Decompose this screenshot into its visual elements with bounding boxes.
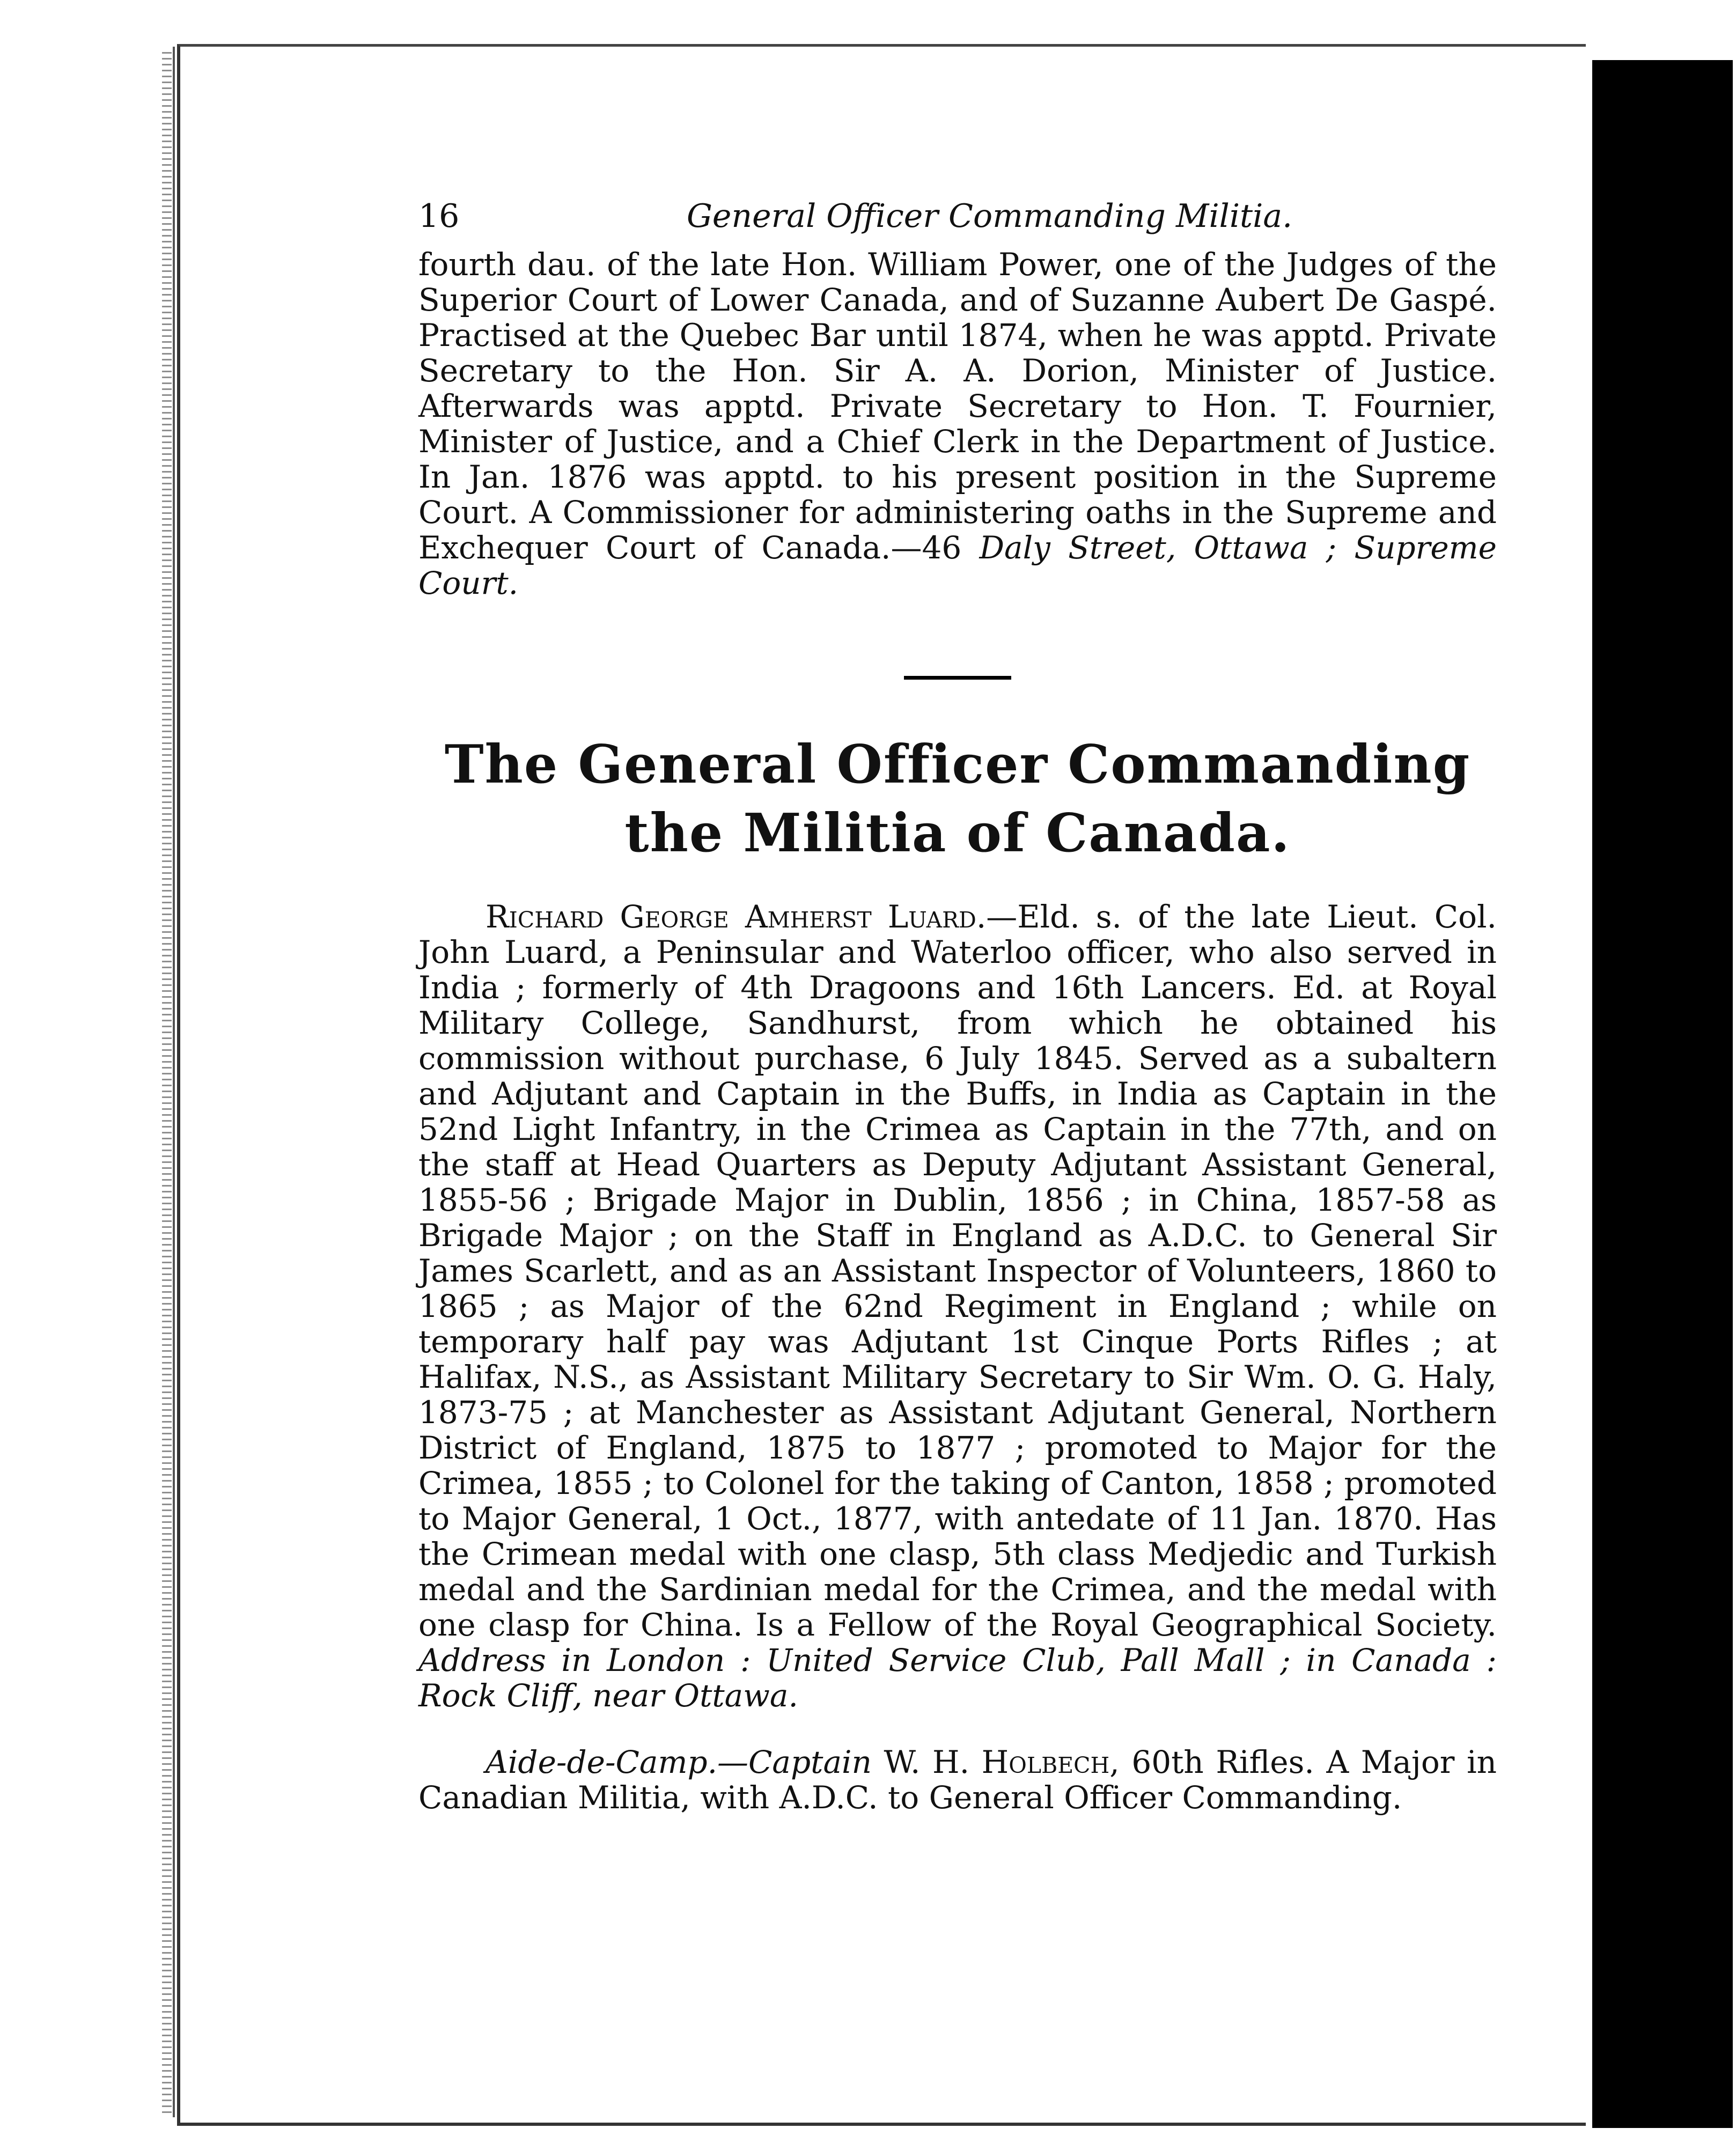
book-page [418,188,1497,1815]
aide-role: Aide-de-Camp.—Captain [486,1744,872,1780]
section-heading: The General Officer Commanding the Militia of Canada. [444,734,1471,864]
aide-entry [418,1744,1497,1815]
intro-paragraph [418,247,1497,601]
luard-body: .—Eld. s. of the late Lieut. Col. John Luard, a Peninsular and Waterloo officer, who also served in India ; formerly of 4th Dragoons and 16th Lancers. Ed. at Royal Military College, Sandhurst, from which he obtained his commission without purchase, 6 July 1845. Served as a subaltern and Adjutant and Captain in the Buffs, in India as Captain in the 52nd Light Infantry, in the Crimea as Captain in the 77th, and on the staff at Head Quarters as Deputy Adjutant Assistant General, 1855-56 ; Brigade Major in Dublin, 1856 ; in China, 1857-58 as Brigade Major ; on the Staff in England as A.D.C. to General Sir James Scarlett, and as an Assistant Inspector of Volunteers, 1860 to 1865 ; as Major of the 62nd Regiment in England ; while on temporary half pay was Adjutant 1st Cinque Ports Rifles ; at Halifax, N.S., as Assistant Military Secretary to Sir Wm. O. G. Haly, 1873-75 ; at Manchester as Assistant Adjutant General, Northern District of England, 1875 to 1877 ; promoted to Major for the Crimea, 1855 ; to Colonel for the taking of Canton, 1858 ; promoted to Major General, 1 Oct., 1877, with antedate of 11 Jan. 1870. Has the Crimean medal with one clasp, 5th class Medjedic and Turkish medal and the Sardinian medal for the Crimea, and the medal with one clasp for China. Is a Fellow of the Royal Geographical Society. [418,899,1497,1643]
intro-text: fourth dau. of the late Hon. William Power, one of the Judges of the Superior Court of Lower Canada, and of Suzanne Aubert De Gaspé. Practised at the Quebec Bar until 1874, when he was apptd. Private Secretary to the Hon. Sir A. A. Dorion, Minister of Justice. Afterwards was apptd. Private Secretary to Hon. T. Fournier, Minister of Justice, and a Chief Clerk in the Department of Justice. In Jan. 1876 was apptd. to his present position in the Supreme Court. A Commissioner for administering oaths in the Supreme and Exchequer Court of Canada.—46 [418,246,1497,566]
luard-name: Richard George Amherst Luard [486,899,976,935]
aide-body: , 60th Rifles. A Major in Canadian Militia, with A.D.C. to General Officer Commanding. [418,1744,1497,1816]
running-title: General Officer Commanding Militia. [687,197,1293,235]
intro-address: Daly Street, Ottawa ; Supreme Court. [418,529,1497,601]
luard-address: Address in London : United Service Club, Pall Mall ; in Canada : Rock Cliff, near Ottawa. [418,1642,1497,1714]
luard-entry [418,899,1497,1713]
page-number: 16 [418,197,460,235]
running-head [418,188,1497,247]
aide-name: W. H. Holbech [884,1744,1110,1780]
scan-dark-edge [1592,60,1733,2128]
section-divider [904,676,1011,680]
